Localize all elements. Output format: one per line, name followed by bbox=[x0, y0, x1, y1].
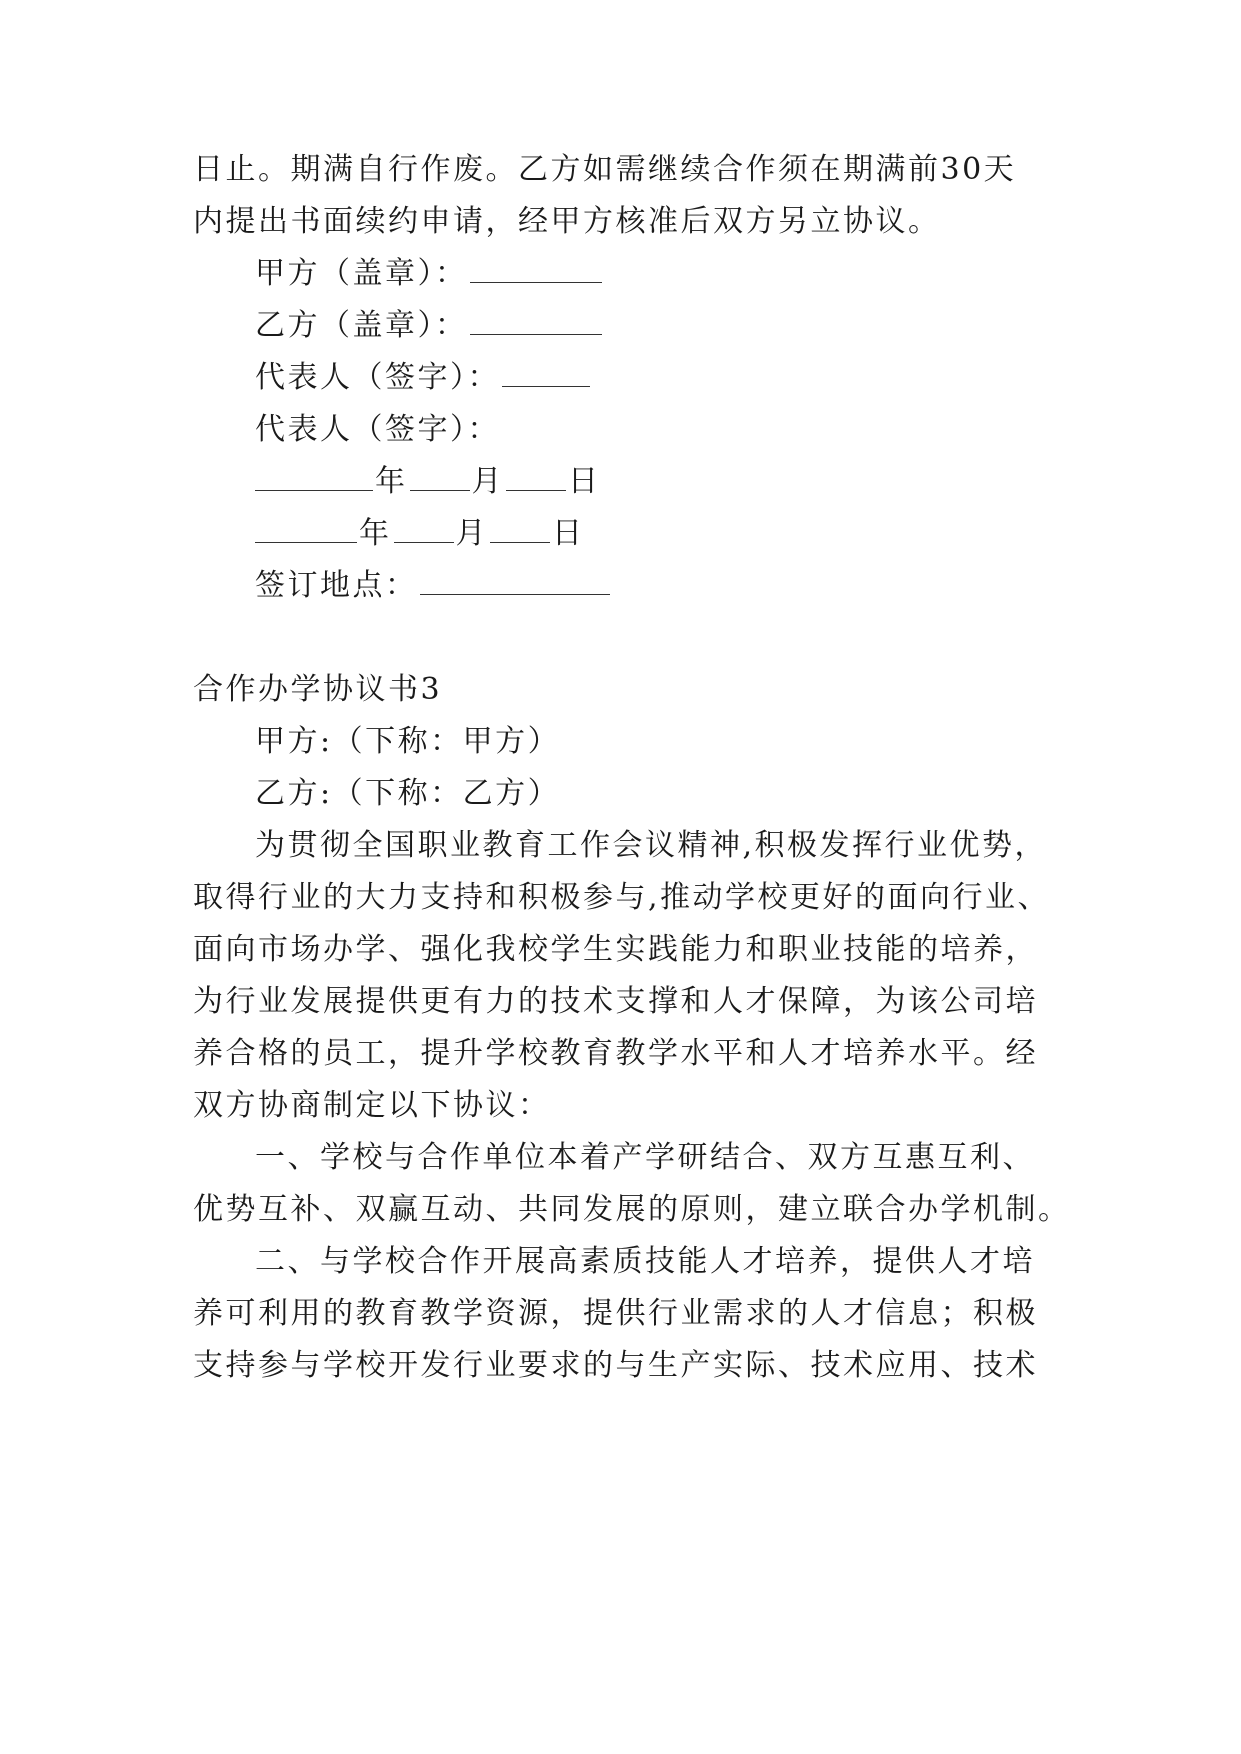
paragraph-line: 取得行业的大力支持和积极参与,推动学校更好的面向行业、 bbox=[193, 880, 1051, 915]
section-heading: 合作办学协议书3 bbox=[193, 672, 443, 707]
blank-line bbox=[410, 464, 470, 491]
blank-line bbox=[490, 516, 550, 543]
paragraph-line: 为贯彻全国职业教育工作会议精神,积极发挥行业优势， bbox=[255, 828, 1048, 863]
year-label: 年 bbox=[359, 516, 392, 551]
blank-line bbox=[255, 516, 357, 543]
signature-party-a bbox=[255, 254, 604, 294]
blank-line bbox=[420, 568, 610, 595]
paragraph-line: 养合格的员工，提升学校教育教学水平和人才培养水平。经 bbox=[193, 1036, 1038, 1071]
blank-line bbox=[255, 464, 373, 491]
date-line bbox=[255, 514, 585, 554]
representative-signature bbox=[255, 410, 500, 450]
paragraph-line: 面向市场办学、强化我校学生实践能力和职业技能的培养， bbox=[193, 932, 1038, 967]
day-label: 日 bbox=[568, 464, 601, 499]
blank-line bbox=[394, 516, 454, 543]
signature-label: 乙方（盖章）： bbox=[255, 308, 468, 343]
date-line bbox=[255, 462, 601, 502]
signature-party-b bbox=[255, 306, 604, 346]
signature-label: 代表人（签字）： bbox=[255, 360, 500, 395]
party-a-line: 甲方:（下称：甲方） bbox=[255, 724, 561, 759]
signature-label: 代表人（签字）： bbox=[255, 412, 500, 447]
paragraph-line: 一、学校与合作单位本着产学研结合、双方互惠互利、 bbox=[255, 1140, 1035, 1175]
blank-line bbox=[470, 256, 602, 283]
month-label: 月 bbox=[471, 464, 504, 499]
paragraph-line: 为行业发展提供更有力的技术支撑和人才保障，为该公司培 bbox=[193, 984, 1038, 1019]
paragraph-line: 支持参与学校开发行业要求的与生产实际、技术应用、技术 bbox=[193, 1348, 1038, 1383]
signing-place bbox=[255, 566, 612, 606]
paragraph-line: 二、与学校合作开展高素质技能人才培养，提供人才培 bbox=[255, 1244, 1035, 1279]
month-label: 月 bbox=[455, 516, 488, 551]
blank-line bbox=[502, 360, 590, 387]
paragraph-line: 日止。期满自行作废。乙方如需继续合作须在期满前30天 bbox=[193, 152, 1017, 187]
blank-line bbox=[470, 308, 602, 335]
blank-line bbox=[506, 464, 566, 491]
paragraph-line: 优势互补、双赢互动、共同发展的原则，建立联合办学机制。 bbox=[193, 1192, 1071, 1227]
signature-label: 甲方（盖章）： bbox=[255, 256, 468, 291]
day-label: 日 bbox=[552, 516, 585, 551]
paragraph-line: 双方协商制定以下协议： bbox=[193, 1088, 551, 1123]
place-label: 签订地点： bbox=[255, 568, 418, 603]
party-b-line: 乙方:（下称：乙方） bbox=[255, 776, 561, 811]
representative-signature bbox=[255, 358, 592, 398]
paragraph-line: 内提出书面续约申请，经甲方核准后双方另立协议。 bbox=[193, 204, 941, 239]
year-label: 年 bbox=[375, 464, 408, 499]
paragraph-line: 养可利用的教育教学资源，提供行业需求的人才信息；积极 bbox=[193, 1296, 1038, 1331]
